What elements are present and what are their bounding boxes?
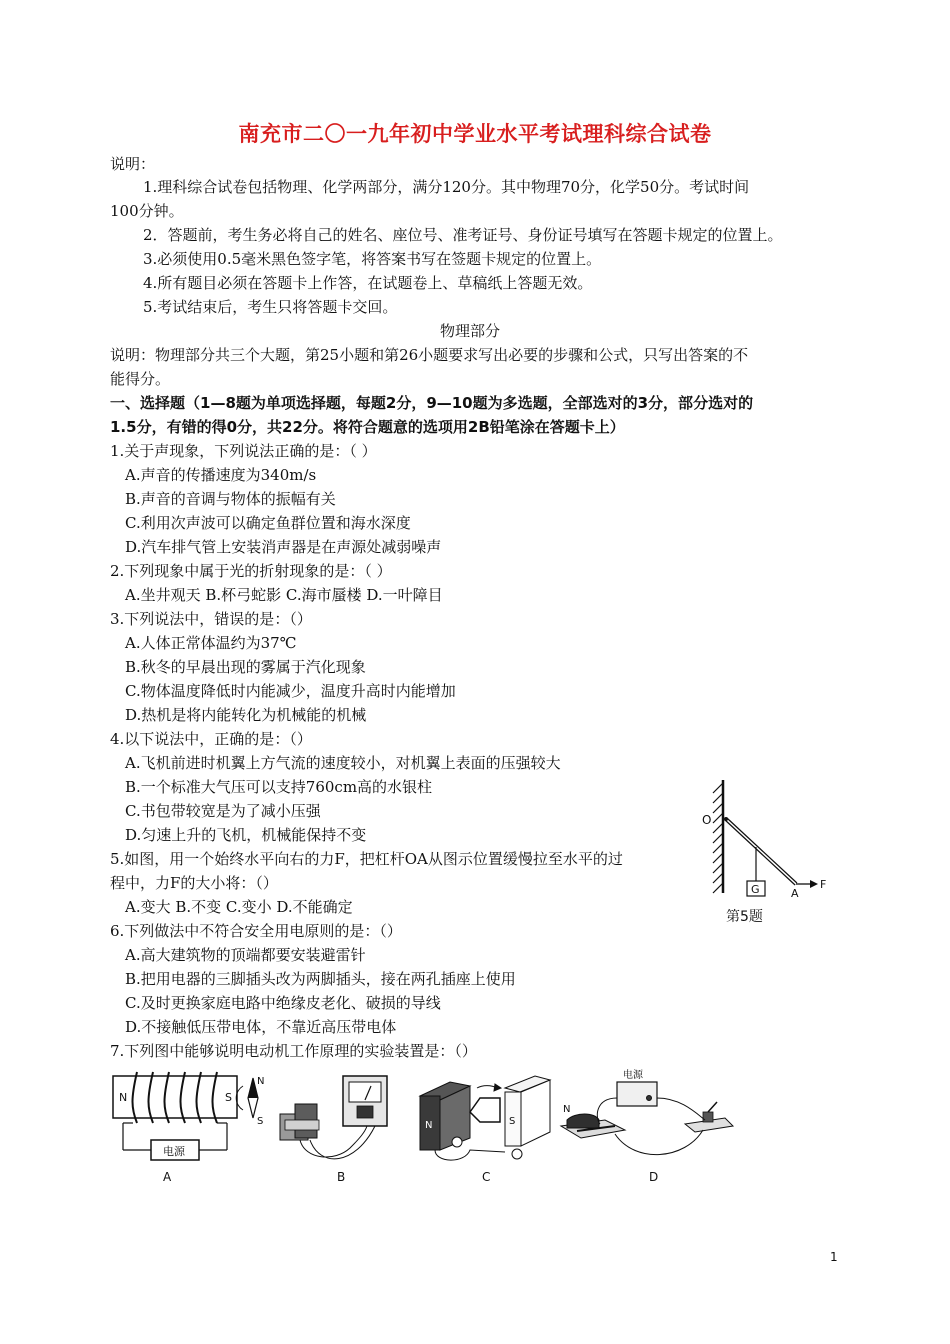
q7a-needle-s: S bbox=[257, 1116, 264, 1127]
page-number: 1 bbox=[830, 1250, 838, 1264]
q3-option-d: D.热机是将内能转化为机械能的机械 bbox=[125, 706, 367, 724]
q6-option-d: D.不接触低压带电体，不靠近高压带电体 bbox=[125, 1018, 397, 1036]
instruction-2: 2．答题前，考生务必将自己的姓名、座位号、准考证号、身份证号填写在答题卡规定的位置上。 bbox=[143, 226, 783, 244]
q4-option-a: A.飞机前进时机翼上方气流的速度较小，对机翼上表面的压强较大 bbox=[125, 754, 561, 772]
q3-option-a: A.人体正常体温约为37℃ bbox=[125, 634, 297, 652]
q1-option-a: A.声音的传播速度为340m/s bbox=[125, 466, 317, 484]
q3-option-b: B.秋冬的早晨出现的雾属于汽化现象 bbox=[125, 658, 366, 676]
q4-option-b: B.一个标准大气压可以支持760cm高的水银柱 bbox=[125, 778, 433, 796]
part1-heading: 一、选择题（1—8题为单项选择题，每题2分，9—10题为多选题，全部选对的3分，部分选对的 bbox=[110, 394, 754, 412]
q7c-label-s: S bbox=[509, 1116, 516, 1127]
q5-label-o: O bbox=[702, 813, 712, 827]
q1-option-b: B.声音的音调与物体的振幅有关 bbox=[125, 490, 336, 508]
q7a-power: 电源 bbox=[163, 1145, 185, 1158]
section-note-cont: 能得分。 bbox=[110, 370, 171, 388]
q7a-label-n: N bbox=[119, 1091, 128, 1104]
instruction-4: 4.所有题目必须在答题卡上作答，在试题卷上、草稿纸上答题无效。 bbox=[143, 274, 593, 292]
instruction-1-cont: 100分钟。 bbox=[110, 202, 184, 220]
q5-options: A.变大 B.不变 C.变小 D.不能确定 bbox=[125, 898, 353, 916]
q3-option-c: C.物体温度降低时内能减少，温度升高时内能增加 bbox=[125, 682, 456, 700]
q6-stem: 6.下列做法中不符合安全用电原则的是：（） bbox=[110, 922, 402, 940]
q2-stem: 2.下列现象中属于光的折射现象的是：（ ） bbox=[110, 562, 392, 580]
q5-lever-figure bbox=[688, 775, 838, 930]
instruction-1: 1.理科综合试卷包括物理、化学两部分，满分120分。其中物理70分，化学50分。考试时间 bbox=[143, 178, 750, 196]
q5-label-g: G bbox=[751, 883, 760, 896]
q6-option-a: A.高大建筑物的顶端都要安装避雷针 bbox=[125, 946, 366, 964]
q7d-label: D bbox=[649, 1170, 659, 1184]
q6-option-b: B.把用电器的三脚插头改为两脚插头，接在两孔插座上使用 bbox=[125, 970, 516, 988]
q4-stem: 4.以下说法中，正确的是：（） bbox=[110, 730, 312, 748]
q4-option-d: D.匀速上升的飞机，机械能保持不变 bbox=[125, 826, 367, 844]
q1-stem: 1.关于声现象，下列说法正确的是：（ ） bbox=[110, 442, 377, 460]
q7c-label-n: N bbox=[425, 1120, 433, 1131]
q7-stem: 7.下列图中能够说明电动机工作原理的实验装置是：（） bbox=[110, 1042, 477, 1060]
q6-option-c: C.及时更换家庭电路中绝缘皮老化、破损的导线 bbox=[125, 994, 441, 1012]
q7-figures bbox=[105, 1068, 735, 1188]
section-heading: 物理部分 bbox=[440, 322, 501, 340]
q5-label-a: A bbox=[791, 887, 799, 900]
q7b-label: B bbox=[337, 1170, 346, 1184]
part1-heading-cont: 1.5分，有错的得0分，共22分。将符合题意的选项用2B铅笔涂在答题卡上） bbox=[110, 418, 625, 436]
q3-stem: 3.下列说法中，错误的是：（） bbox=[110, 610, 312, 628]
q7-figure-d bbox=[561, 1082, 733, 1155]
q7a-label: A bbox=[163, 1170, 172, 1184]
q7d-label-n: N bbox=[563, 1104, 571, 1115]
q7c-label: C bbox=[482, 1170, 491, 1184]
instruction-5: 5.考试结束后，考生只将答题卡交回。 bbox=[143, 298, 398, 316]
section-note: 说明：物理部分共三个大题，第25小题和第26小题要求写出必要的步骤和公式，只写出答案的不 bbox=[110, 346, 749, 364]
q7a-needle-n: N bbox=[257, 1076, 265, 1087]
q5-label-f: F bbox=[820, 878, 827, 891]
q1-option-c: C.利用次声波可以确定鱼群位置和海水深度 bbox=[125, 514, 411, 532]
q7d-power: 电源 bbox=[623, 1070, 643, 1081]
q5-stem-cont: 程中，力F的大小将：（） bbox=[110, 874, 278, 892]
q7-figure-a bbox=[113, 1072, 258, 1160]
q1-option-d: D.汽车排气管上安装消声器是在声源处减弱噪声 bbox=[125, 538, 442, 556]
q5-figure-caption: 第5题 bbox=[726, 909, 763, 925]
instruction-3: 3.必须使用0.5毫米黑色签字笔，将答案书写在签题卡规定的位置上。 bbox=[143, 250, 602, 268]
instructions-label: 说明： bbox=[110, 155, 156, 173]
q7-figure-c bbox=[420, 1076, 550, 1160]
page-title: 南充市二〇一九年初中学业水平考试理科综合试卷 bbox=[238, 122, 712, 146]
q5-stem: 5.如图，用一个始终水平向右的力F，把杠杆OA从图示位置缓慢拉至水平的过 bbox=[110, 850, 623, 868]
q7a-label-s: S bbox=[225, 1091, 232, 1104]
q7-figure-b bbox=[280, 1076, 387, 1159]
q4-option-c: C.书包带较宽是为了减小压强 bbox=[125, 802, 321, 820]
q2-options: A.坐井观天 B.杯弓蛇影 C.海市蜃楼 D.一叶障目 bbox=[125, 586, 443, 604]
